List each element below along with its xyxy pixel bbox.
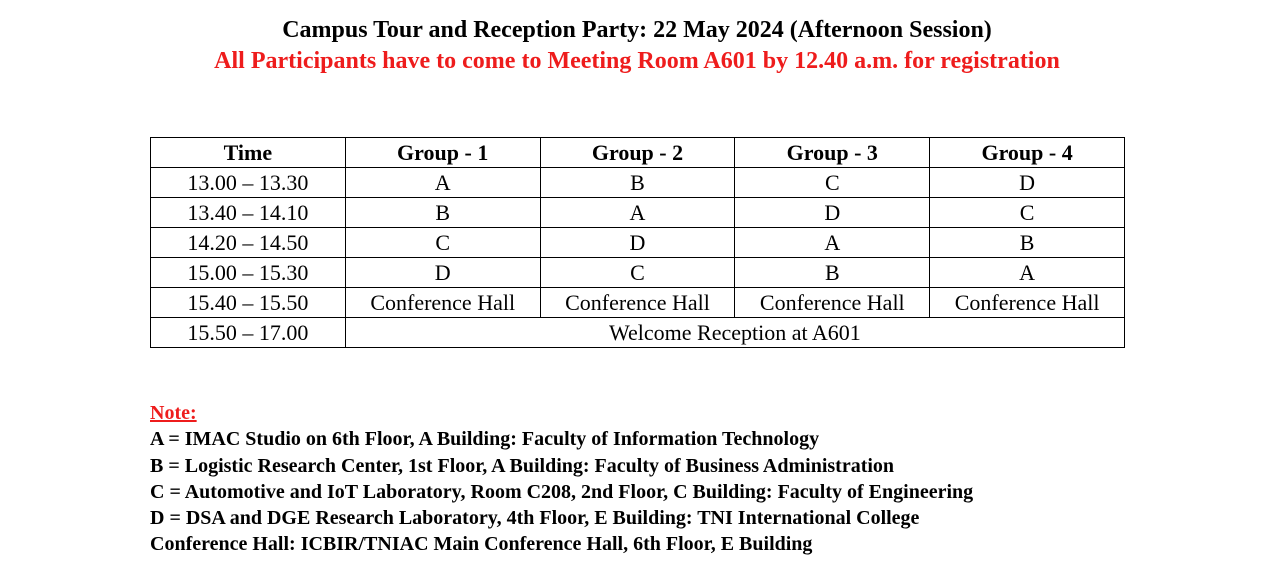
notes-section: [150, 400, 973, 558]
group-4-cell: C: [930, 198, 1125, 228]
schedule-header: [151, 138, 1125, 168]
table-row: [151, 198, 1125, 228]
table-row: [151, 228, 1125, 258]
group-2-cell: A: [540, 198, 735, 228]
schedule-body: [151, 168, 1125, 348]
group-2-cell: B: [540, 168, 735, 198]
column-header-group-4: Group - 4: [930, 138, 1125, 168]
welcome-reception-cell: Welcome Reception at A601: [345, 318, 1124, 348]
time-cell: 14.20 – 14.50: [151, 228, 346, 258]
note-heading: Note:: [150, 402, 197, 424]
table-row: [151, 258, 1125, 288]
note-item: D = DSA and DGE Research Laboratory, 4th Floor, E Building: TNI International College: [150, 507, 920, 530]
time-cell: 15.00 – 15.30: [151, 258, 346, 288]
registration-notice: All Participants have to come to Meeting Room A601 by 12.40 a.m. for registration: [214, 48, 1060, 74]
table-row: [151, 288, 1125, 318]
group-2-cell: C: [540, 258, 735, 288]
group-4-cell: A: [930, 258, 1125, 288]
time-cell: 13.40 – 14.10: [151, 198, 346, 228]
group-4-cell: D: [930, 168, 1125, 198]
group-1-cell: A: [345, 168, 540, 198]
group-1-cell: Conference Hall: [345, 288, 540, 318]
group-3-cell: C: [735, 168, 930, 198]
column-header-group-3: Group - 3: [735, 138, 930, 168]
column-header-time: Time: [151, 138, 346, 168]
note-item: B = Logistic Research Center, 1st Floor, A Building: Faculty of Business Administration: [150, 454, 895, 477]
group-3-cell: B: [735, 258, 930, 288]
page-title: Campus Tour and Reception Party: 22 May 2024 (Afternoon Session): [282, 17, 992, 43]
group-1-cell: B: [345, 198, 540, 228]
group-1-cell: C: [345, 228, 540, 258]
note-item: A = IMAC Studio on 6th Floor, A Building: Faculty of Information Technology: [150, 428, 820, 451]
note-item: Conference Hall: ICBIR/TNIAC Main Conference Hall, 6th Floor, E Building: [150, 533, 813, 556]
time-cell: 15.50 – 17.00: [151, 318, 346, 348]
group-2-cell: Conference Hall: [540, 288, 735, 318]
time-cell: 15.40 – 15.50: [151, 288, 346, 318]
time-cell: 13.00 – 13.30: [151, 168, 346, 198]
note-item: C = Automotive and IoT Laboratory, Room C208, 2nd Floor, C Building: Faculty of Engineering: [150, 480, 974, 503]
group-2-cell: D: [540, 228, 735, 258]
group-3-cell: D: [735, 198, 930, 228]
group-4-cell: B: [930, 228, 1125, 258]
column-header-group-2: Group - 2: [540, 138, 735, 168]
header-row: [151, 138, 1125, 168]
table-row: [151, 318, 1125, 348]
group-3-cell: Conference Hall: [735, 288, 930, 318]
column-header-group-1: Group - 1: [345, 138, 540, 168]
group-1-cell: D: [345, 258, 540, 288]
group-4-cell: Conference Hall: [930, 288, 1125, 318]
table-row: [151, 168, 1125, 198]
group-3-cell: A: [735, 228, 930, 258]
schedule-table: [150, 137, 1125, 348]
